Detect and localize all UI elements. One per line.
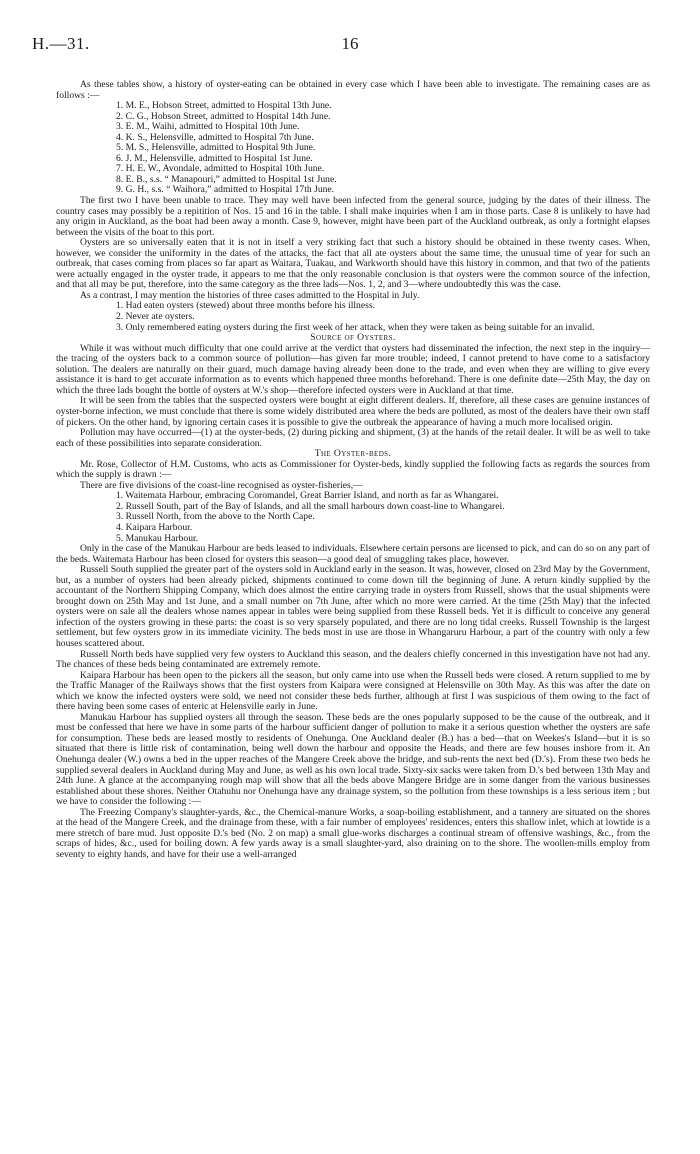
case-item: 7. H. E. W., Avondale, admitted to Hospital 10th June. — [116, 163, 325, 175]
case-item: 5. M. S., Helensville, admitted to Hospital 9th June. — [116, 142, 316, 154]
section-heading-source: Source of Oysters. — [310, 332, 396, 344]
section-heading-beds: The Oyster-beds. — [314, 448, 392, 460]
paragraph: As a contrast, I may mention the histories of three cases admitted to the Hospital in July. — [80, 289, 420, 301]
paragraph: There are five divisions of the coast-line recognised as oyster-fisheries,— — [80, 479, 363, 491]
paragraph: Russell North beds have supplied very few oysters to Auckland this season, and the dealers chiefly concerned in this investigation have not had any. The chances of these beds being contaminated are extremely remote. — [56, 648, 650, 671]
case-item: 8. E. B., s.s. “ Manapouri,” admitted to Hospital 1st June. — [116, 173, 337, 185]
paragraph: While it was without much difficulty that one could arrive at the verdict that oysters had disseminated the infection, the next step in the inquiry—the tracing of the oysters back to a common source of pollution—has given far more trouble; indeed, I cannot pretend to have come to a satisfactory solution. The dealers are naturally on their guard, much damage having already been done to the trade, and even when they are willing to give every assistance it is hard to get accurate information as to events which happened three months beforehand. There is one definite date—25th May, the day on which the three lads bought the bottle of oysters at W.'s shop—therefore infected oysters were in Auckland at that time. — [56, 342, 650, 396]
contrast-case-item: 1. Had eaten oysters (stewed) about three months before his illness. — [116, 300, 375, 312]
paragraph: The first two I have been unable to trace. They may well have been infected from the general source, judging by the dates of their illness. The country cases may possibly be a repitition of Nos. 15 and 16 in the table. I shall make inquiries when I am in those parts. Case 8 is unlikely to have had any origin in Auckland, as the boat had been away a month. Case 9, however, might have been part of the Auckland outbreak, as only a fortnight elapses between the visits of the boat to this port. — [56, 195, 650, 238]
paragraph: Pollution may have occurred—(1) at the oyster-beds, (2) during picking and shipment, (3) at the hands of the retail dealer. It will be as well to take each of these possibilities into separate consideration. — [56, 427, 650, 449]
paragraph: Russell South supplied the greater part of the oysters sold in Auckland early in the season. It was, however, closed on 23rd May by the Government, but, as a number of oysters had been already picked, shipments continued to come down till the beginning of June. A return kindly supplied by the accountant of the Northern Shipping Company, which does almost the entire carrying trade in oysters from Russell, shows that the usual shipments were brought down on 25th May and 1st June, and a small number on 7th June, after which no more were carried. At the time (25th May) that the infected oysters were on sale all the dealers whose names appear in tables were being supplied from these Russell beds. Yet it is difficult to conceive any general infection of the oysters growing in these parts: the coast is so very sparsely populated, and there are no long tidal creeks. Russell Township is the largest settlement, but few oysters grow in its immediate vicinity. The beds most in use are those in Whangaruru Harbour, a part of the country with only a few houses scattered about. — [56, 564, 650, 649]
case-item: 2. C. G., Hobson Street, admitted to Hospital 14th June. — [116, 110, 331, 122]
document-body — [56, 80, 650, 860]
contrast-case-list — [56, 301, 650, 333]
case-list — [56, 101, 650, 196]
paragraph: It will be seen from the tables that the suspected oysters were bought at eight different dealers. If, therefore, all these cases are genuine instances of oyster-borne infection, we must conclude that there is some widely distributed area where the beds are polluted, as most of the dealers have their own staff of pickers. On the other hand, by ignoring certain cases it is possible to give the outbreak the appearance of having a much more localised origin. — [56, 395, 650, 428]
division-item: 4. Kaipara Harbour. — [116, 521, 193, 533]
paragraph: Only in the case of the Manukau Harbour are beds leased to individuals. Elsewhere certain persons are licensed to pick, and can do so on any part of the beds. Waitemata Harbour has been closed for oysters this season—a good deal of smuggling takes place, however. — [56, 543, 650, 565]
paragraph: Mr. Rose, Collector of H.M. Customs, who acts as Commissioner for Oyster-beds, kindly supplied the following facts as regards the sources from which the supply is drawn :— — [56, 458, 650, 481]
case-item: 9. G. H., s.s. “ Waihora,” admitted to Hospital 17th June. — [116, 184, 335, 196]
document-reference: H.—31. — [32, 34, 90, 53]
paragraph: Oysters are so universally eaten that it is not in itself a very striking fact that such a history should be obtained in these twenty cases. When, however, we consider the uniformity in the dates of the attacks, the fact that all ate oysters about the same time, the unusual time of year for such an outbreak, that cases coming from places so far apart as Waitara, Tuakau, and Warkworth should have this history in common, and that two of the patients were actually engaged in the oyster trade, it appears to me that the only reasonable conclusion is that oysters were the common source of the infection, and that all may be put, therefore, into the same category as the three lads—Nos. 1, 2, and 3—where undoubtedly this was the case. — [56, 237, 650, 291]
page-header — [32, 34, 668, 56]
paragraph: Manukau Harbour has supplied oysters all through the season. These beds are the ones popularly supposed to be the cause of the outbreak, and it must be confessed that here we have in some parts of the harbour sufficient danger of pollution to make it a serious question whether the oysters are safe for consumption. These beds are leased mostly to residents of Onehunga. One Auckland dealer (B.) has a bed—that on Weekes's Island—but it is so situated that there is little risk of contamination, being well down the harbour and opposite the Heads, and there are few houses inshore from it. An Onehunga dealer (W.) owns a bed in the upper reaches of the Mangere Creek above the bridge, and sub-rents the next bed (D.'s). From these two beds he supplied several dealers in Auckland during May and June, as well as his own local trade. Sixty-six sacks were taken from D.'s bed between 13th May and 24th June. A glance at the accompanying rough map will show that all the beds above Mangere Bridge are in some danger from the various businesses established about these shores. Neither Otahuhu nor Onehunga have any drainage system, so the pollution from these townships is a less serious item ; but we have to consider the following :— — [56, 711, 650, 808]
case-item: 4. K. S., Helensville, admitted to Hospital 7th June. — [116, 131, 314, 143]
paragraph: The Freezing Company's slaughter-yards, &c., the Chemical-manure Works, a soap-boiling establishment, and a tannery are situated on the shores at the head of the Mangere Creek, and the drainage from these, with a fair number of employees' residences, enters this shallow inlet, which at lowtide is a mere stretch of bare mud. Just opposite D.'s bed (No. 2 on map) a small glue-works discharges a continual stream of offensive washings, &c., from the scraps of hides, &c., used for boiling down. A few yards away is a small slaughter-yard, also draining on to the shore. The woollen-mills employ from seventy to eighty hands, and have for their use a well-arranged — [56, 806, 650, 860]
contrast-case-item: 3. Only remembered eating oysters during the first week of her attack, when they were taken as being suitable for an invalid. — [116, 321, 595, 333]
division-item: 3. Russell North, from the above to the North Cape. — [116, 511, 315, 523]
contrast-case-item: 2. Never ate oysters. — [116, 311, 195, 323]
page-number: 16 — [341, 34, 359, 53]
division-item: 5. Manukau Harbour. — [116, 532, 199, 544]
division-item: 2. Russell South, part of the Bay of Islands, and all the small harbours down coast-line to Whangarei. — [116, 500, 505, 512]
case-item: 3. E. M., Waihi, admitted to Hospital 10th June. — [116, 121, 300, 133]
division-item: 1. Waitemata Harbour, embracing Coromandel, Great Barrier Island, and north as far as Whangarei. — [116, 490, 499, 502]
paragraph-intro: As these tables show, a history of oyster-eating can be obtained in every case which I have been able to investigate. The remaining cases are as follows :— — [56, 79, 650, 101]
case-item: 1. M. E., Hobson Street, admitted to Hospital 13th June. — [116, 100, 332, 112]
case-item: 6. J. M., Helensville, admitted to Hospital 1st June. — [116, 152, 313, 164]
division-list — [56, 491, 650, 544]
paragraph: Kaipara Harbour has been open to the pickers all the season, but only came into use when the Russell beds were closed. A return supplied to me by the Traffic Manager of the Railways shows that the first oysters from Kaipara were consigned at Helensville on 30th May. As this was after the date on which we know the infected oysters were sold, we need not consider these beds further, although at first I was suspicious of them owing to the fact of there having been some cases of enteric at Helensville early in June. — [56, 669, 650, 713]
